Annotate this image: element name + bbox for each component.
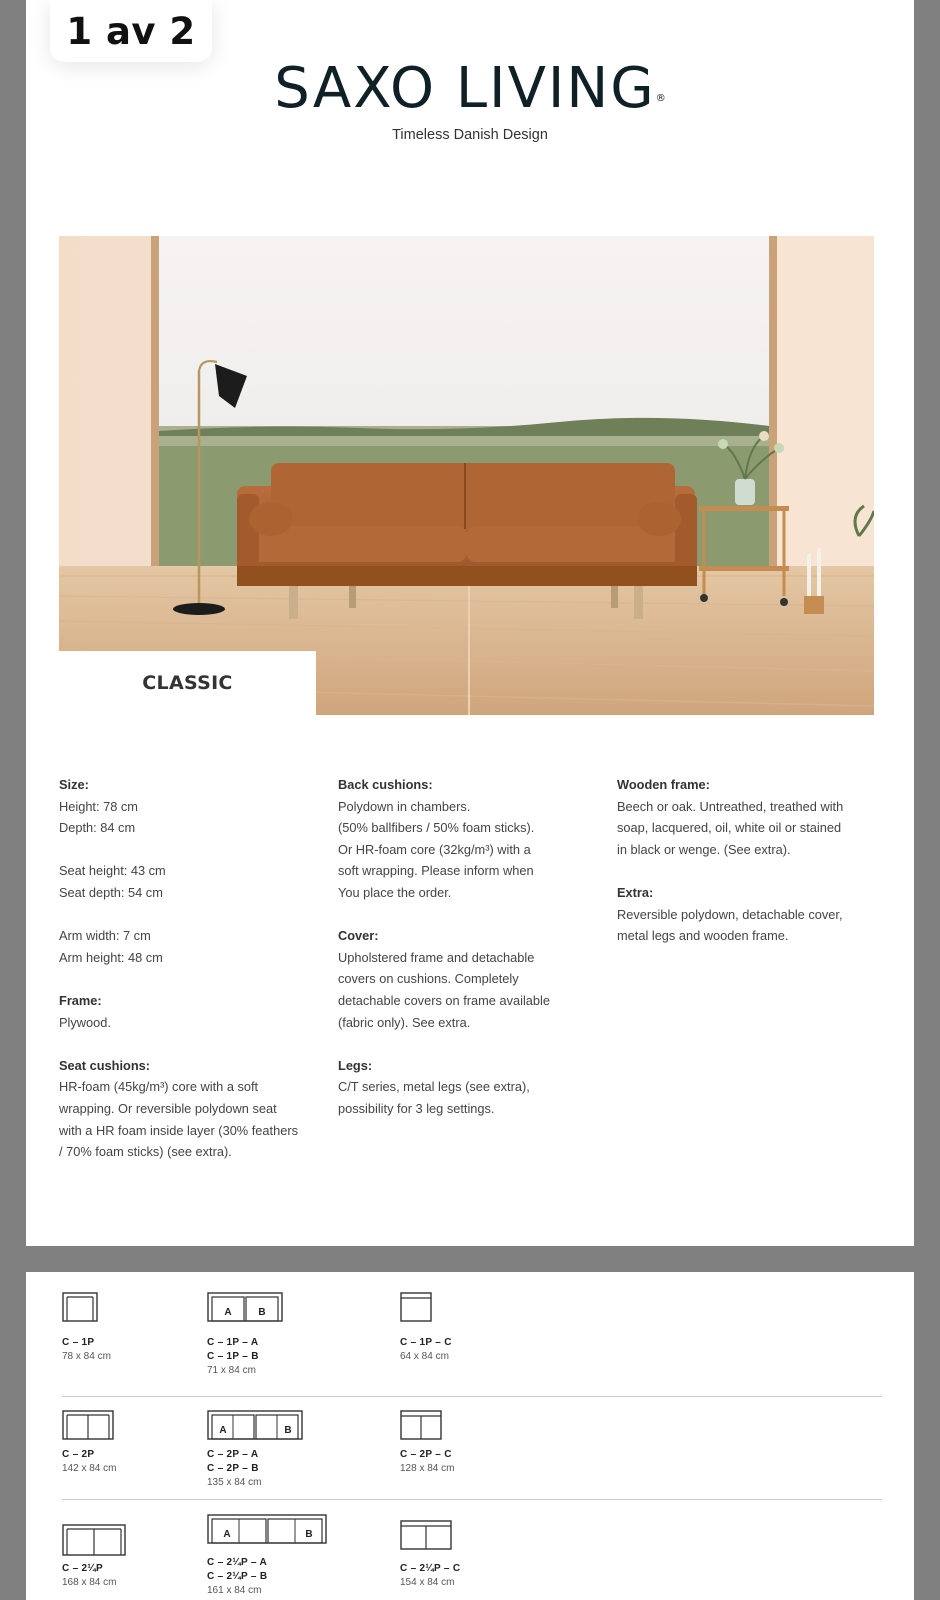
spec-title: Legs: <box>338 1057 373 1073</box>
spec-line: Seat depth: 54 cm <box>59 884 163 900</box>
spec-line: soap, lacquered, oil, white oil or stained <box>617 820 842 836</box>
spec-extra <box>617 882 879 947</box>
spec-line: possibility for 3 leg settings. <box>338 1100 495 1116</box>
module-tag: A <box>223 1529 231 1540</box>
module-code: C – 1P – A <box>207 1337 259 1348</box>
spec-line: Upholstered frame and detachable <box>338 949 535 965</box>
spec-title: Frame: <box>59 992 102 1008</box>
spec-line: Arm width: 7 cm <box>59 928 151 944</box>
spec-line: Reversible polydown, detachable cover, <box>617 906 843 922</box>
brand-tagline: Timeless Danish Design <box>392 127 548 143</box>
sofa-2p-c-icon <box>400 1410 442 1440</box>
module-dims: 142 x 84 cm <box>62 1462 117 1474</box>
module-dims: 78 x 84 cm <box>62 1351 111 1362</box>
spec-line: / 70% foam sticks) (see extra). <box>59 1144 232 1160</box>
module-code: C – 2P – C <box>400 1448 452 1460</box>
module-dims: 168 x 84 cm <box>62 1577 117 1588</box>
spec-column-1 <box>59 774 321 1184</box>
spec-line: (50% ballfibers / 50% foam sticks). <box>338 820 535 836</box>
spec-line: covers on cushions. Completely <box>338 971 519 987</box>
spec-line: You place the order. <box>338 884 452 900</box>
sofa-2p-icon <box>62 1410 114 1440</box>
module-dims: 71 x 84 cm <box>207 1365 256 1376</box>
module-code: C – 2P – A <box>207 1448 259 1460</box>
page-indicator-badge: 1 av 2 <box>50 0 212 62</box>
spec-line: (fabric only). See extra. <box>338 1014 471 1030</box>
brand-name: SAXO LIVING <box>274 56 656 121</box>
module-tag: A <box>219 1424 227 1436</box>
spec-seat <box>59 860 321 903</box>
spec-line: detachable covers on frame available <box>338 992 550 1008</box>
spec-line: Beech or oak. Untreathed, treathed with <box>617 798 844 814</box>
spec-line: Height: 78 cm <box>59 798 138 814</box>
module-code: C – 2¼P – B <box>207 1571 268 1582</box>
sofa-room-photo <box>59 236 874 715</box>
product-label <box>59 651 316 715</box>
sofa-2qp-c-icon <box>400 1520 452 1550</box>
spec-wooden-frame <box>617 774 879 860</box>
sofa-1p-icon <box>62 1292 98 1322</box>
module-dims: 154 x 84 cm <box>400 1577 455 1588</box>
spec-line: Arm height: 48 cm <box>59 949 163 965</box>
spec-column-2 <box>338 774 600 1141</box>
spec-column-3 <box>617 774 879 968</box>
spec-arm <box>59 925 321 968</box>
module-code: C – 2P – B <box>207 1462 259 1474</box>
sofa-2qp-ab-icon <box>207 1514 327 1544</box>
spec-line: wrapping. Or reversible polydown seat <box>59 1100 277 1116</box>
module-row-2p <box>62 1396 882 1500</box>
spec-line: in black or wenge. (See extra). <box>617 841 791 857</box>
module-code: C – 1P – B <box>207 1351 259 1362</box>
module-row-2qp <box>62 1499 882 1600</box>
module-dims: 128 x 84 cm <box>400 1462 455 1474</box>
spec-line: Seat height: 43 cm <box>59 863 166 879</box>
spec-title: Back cushions: <box>338 777 433 792</box>
spec-title: Seat cushions: <box>59 1057 151 1073</box>
spec-line: soft wrapping. Please inform when <box>338 863 534 879</box>
module-row-1p <box>62 1292 882 1396</box>
spec-line: HR-foam (45kg/m³) core with a soft <box>59 1079 259 1095</box>
module-dims: 64 x 84 cm <box>400 1351 449 1362</box>
sofa-1p-ab-icon <box>207 1292 283 1322</box>
module-overview <box>62 1292 882 1600</box>
module-code: C – 2¼P <box>62 1563 104 1574</box>
sofa-2qp-icon <box>62 1524 126 1556</box>
sofa-2p-ab-icon <box>207 1410 303 1440</box>
spec-line: with a HR foam inside layer (30% feathers <box>59 1122 298 1138</box>
module-dims: 135 x 84 cm <box>207 1476 262 1488</box>
spec-back-cushions <box>338 774 600 904</box>
spec-line: metal legs and wooden frame. <box>617 928 789 944</box>
product-hero-image <box>59 236 874 715</box>
spec-line: Plywood. <box>59 1014 111 1030</box>
spec-line: Polydown in chambers. <box>338 798 471 814</box>
module-code: C – 1P <box>62 1337 95 1348</box>
spec-frame <box>59 990 321 1033</box>
spec-cover <box>338 925 600 1033</box>
module-tag: A <box>224 1307 232 1318</box>
module-code: C – 1P – C <box>400 1337 452 1348</box>
spec-title: Cover: <box>338 928 379 944</box>
module-tag: B <box>284 1424 292 1436</box>
module-tag: B <box>305 1529 313 1540</box>
spec-seat-cushions <box>59 1055 321 1163</box>
brand-logo <box>26 57 914 121</box>
module-tag: B <box>258 1307 266 1318</box>
module-code: C – 2P <box>62 1448 95 1460</box>
sofa-1p-c-icon <box>400 1292 432 1322</box>
spec-title: Size: <box>59 777 89 792</box>
spec-legs <box>338 1055 600 1120</box>
spec-line: Or HR-foam core (32kg/m³) with a <box>338 841 531 857</box>
module-code: C – 2¼P – A <box>207 1557 267 1568</box>
spec-line: Depth: 84 cm <box>59 820 136 836</box>
spec-size <box>59 774 321 839</box>
catalog-page-2[interactable] <box>26 1272 914 1600</box>
spec-title: Extra: <box>617 884 654 900</box>
module-code: C – 2¼P – C <box>400 1563 461 1574</box>
spec-line: C/T series, metal legs (see extra), <box>338 1079 530 1095</box>
module-dims: 161 x 84 cm <box>207 1585 262 1596</box>
registered-mark: ® <box>655 93 666 104</box>
spec-title: Wooden frame: <box>617 777 710 792</box>
catalog-page-1[interactable] <box>26 0 914 1246</box>
product-name: CLASSIC <box>142 672 233 694</box>
